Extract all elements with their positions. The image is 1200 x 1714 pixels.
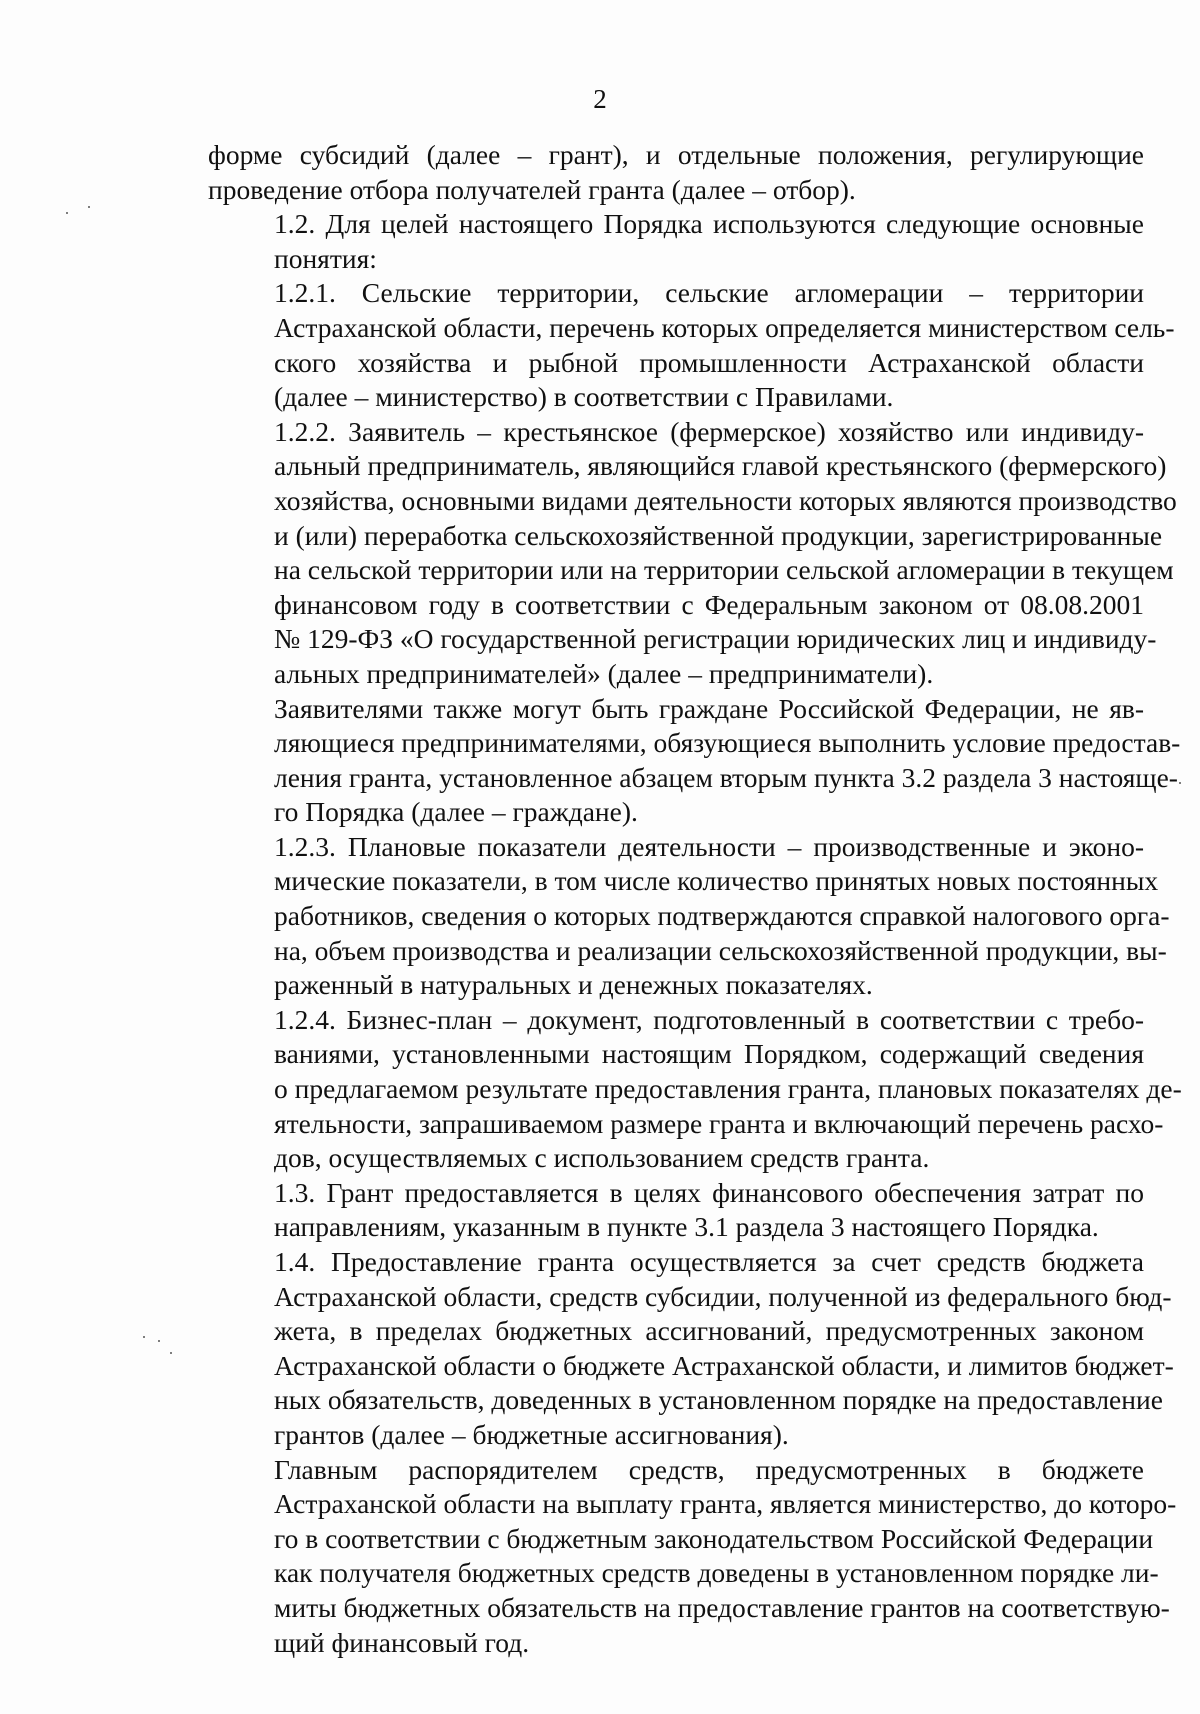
text-line: о предлагаемом результате предоставления гранта, плановых показателях де- [274, 1073, 1182, 1105]
text-line: раженный в натуральных и денежных показателях. [274, 969, 873, 1001]
text-line: 1.2.1. Сельские территории, сельские агломерации – территории [274, 277, 1144, 309]
text-line: Астраханской области на выплату гранта, является министерство, до которо- [274, 1488, 1177, 1520]
text-line: ляющиеся предпринимателями, обязующиеся выполнить условие предостав- [274, 727, 1181, 759]
text-line: жета, в пределах бюджетных ассигнований, предусмотренных законом [274, 1315, 1144, 1347]
text-line: 1.3. Грант предоставляется в целях финансового обеспечения затрат по [274, 1176, 1144, 1208]
text-line: ных обязательств, доведенных в установленном порядке на предоставление [274, 1384, 1163, 1416]
text-line: и (или) переработка сельскохозяйственной продукции, зарегистрированные [274, 519, 1163, 551]
text-line: дов, осуществляемых с использованием средств гранта. [274, 1142, 930, 1174]
text-line: Главным распорядителем средств, предусмотренных в бюджете [274, 1453, 1144, 1485]
text-line: (далее – министерство) в соответствии с Правилами. [274, 381, 894, 413]
scan-speck [88, 206, 90, 208]
text-line: направлениям, указанным в пункте 3.1 раздела 3 настоящего Порядка. [274, 1211, 1099, 1243]
text-line: финансовом году в соответствии с Федеральным законом от 08.08.2001 [274, 588, 1144, 620]
text-line: го в соответствии с бюджетным законодательством Российской Федерации [274, 1522, 1154, 1554]
scan-speck [143, 1336, 145, 1338]
text-line: 1.2.3. Плановые показатели деятельности – производственные и эконо- [274, 830, 1144, 862]
scan-speck [158, 1340, 160, 1342]
text-line: 1.2.4. Бизнес-план – документ, подготовленный в соответствии с требо- [274, 1003, 1144, 1035]
paragraph [208, 1176, 1144, 1245]
scan-speck [170, 1352, 172, 1354]
paragraph [208, 138, 1144, 207]
text-line: мические показатели, в том числе количество принятых новых постоянных [274, 865, 1159, 897]
paragraph [208, 276, 1175, 414]
text-line: ятельности, запрашиваемом размере гранта и включающий перечень расхо- [274, 1107, 1164, 1139]
document-body [208, 138, 1182, 1660]
text-line: 1.4. Предоставление гранта осуществляется за счет средств бюджета [274, 1246, 1144, 1277]
scan-speck [1179, 782, 1181, 784]
text-line: хозяйства, основными видами деятельности которых являются производство [274, 484, 1177, 516]
text-line: миты бюджетных обязательств на предоставление грантов на соответствую- [274, 1591, 1170, 1623]
text-line: Заявителями также могут быть граждане Российской Федерации, не яв- [274, 692, 1144, 724]
text-line: щий финансовый год. [274, 1626, 530, 1658]
text-line: как получателя бюджетных средств доведены в установленном порядке ли- [274, 1557, 1159, 1589]
paragraph [208, 1453, 1177, 1661]
paragraph [208, 415, 1177, 692]
text-line: ского хозяйства и рыбной промышленности Астраханской области [274, 346, 1144, 378]
text-line: на сельской территории или на территории сельской агломерации в текущем [274, 554, 1174, 586]
text-line: альный предприниматель, являющийся главой крестьянского (фермерского) [274, 450, 1167, 482]
text-line: грантов (далее – бюджетные ассигнования). [274, 1418, 789, 1450]
text-line: Астраханской области, средств субсидии, полученной из федерального бюд- [274, 1280, 1172, 1312]
text-line: альных предпринимателей» (далее – предприниматели). [274, 657, 934, 689]
text-line: проведение отбора получателей гранта (далее – отбор). [208, 173, 856, 205]
paragraph [208, 207, 1144, 276]
text-line: ления гранта, установленное абзацем вторым пункта 3.2 раздела 3 настояще- [274, 761, 1178, 793]
scan-speck [66, 212, 68, 214]
paragraph [208, 830, 1170, 1003]
text-line: 1.2. Для целей настоящего Порядка используются следующие основные [274, 208, 1144, 240]
text-line: понятия: [274, 242, 377, 274]
text-line: Астраханской области, перечень которых определяется министерством сель- [274, 311, 1175, 343]
text-line: 1.2.2. Заявитель – крестьянское (фермерское) хозяйство или индивиду- [274, 415, 1144, 447]
paragraph [208, 692, 1181, 830]
text-line: на, объем производства и реализации сельскохозяйственной продукции, вы- [274, 934, 1167, 966]
paragraph [208, 1003, 1182, 1176]
text-line: № 129-ФЗ «О государственной регистрации юридических лиц и индивиду- [274, 623, 1157, 655]
text-line: го Порядка (далее – граждане). [274, 796, 638, 828]
text-line: работников, сведения о которых подтверждаются справкой налогового орга- [274, 900, 1170, 932]
page-number: 2 [593, 84, 607, 114]
text-line: Астраханской области о бюджете Астраханской области, и лимитов бюджет- [274, 1349, 1174, 1381]
text-line: ваниями, установленными настоящим Порядком, содержащий сведения [274, 1038, 1144, 1070]
paragraph [208, 1245, 1174, 1453]
text-line: форме субсидий (далее – грант), и отдельные положения, регулирующие [208, 139, 1144, 170]
